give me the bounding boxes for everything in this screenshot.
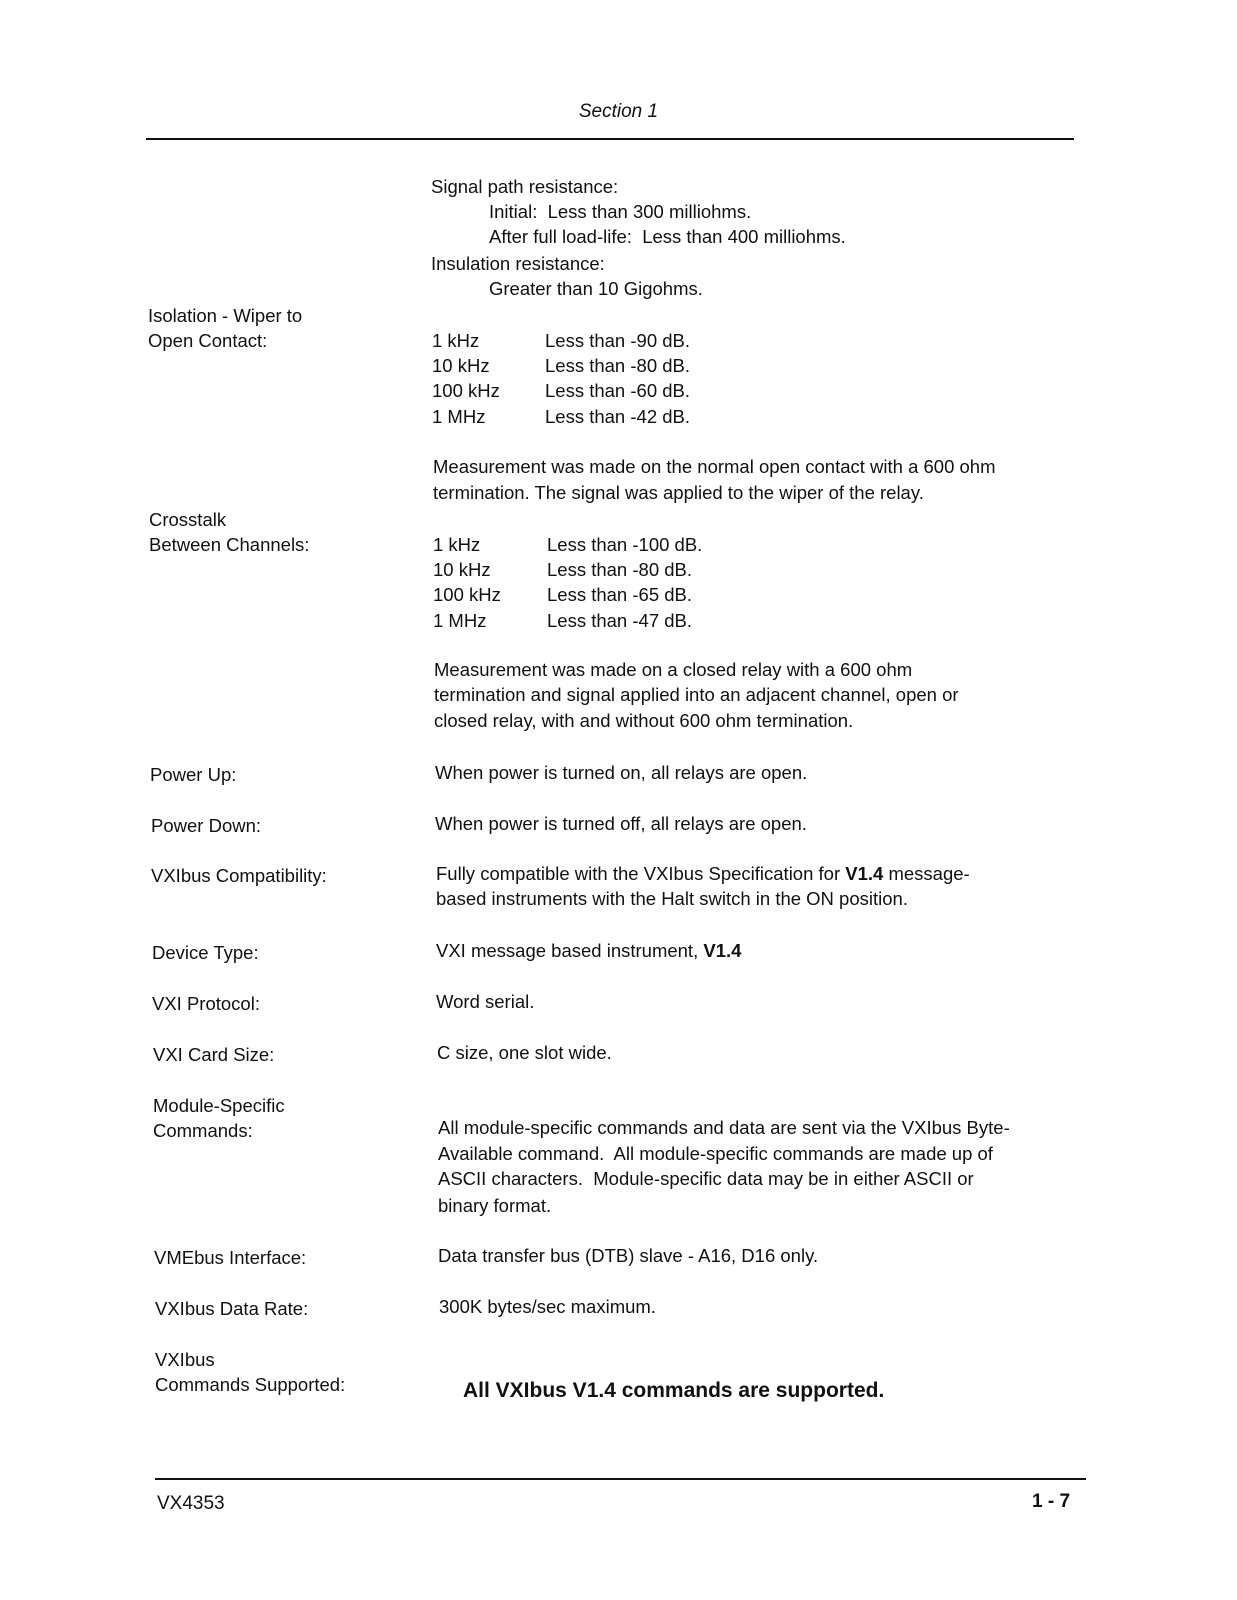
isolation-note-2: termination. The signal was applied to the wiper of the relay. — [433, 482, 924, 503]
crosstalk-note-1: Measurement was made on a closed relay with a 600 ohm — [434, 659, 913, 680]
crosstalk-value: Less than -80 dB. — [547, 559, 693, 580]
crosstalk-value: Less than -65 dB. — [547, 584, 693, 605]
isolation-freq: 100 kHz — [432, 380, 500, 401]
section-header: Section 1 — [578, 101, 659, 122]
module-cmds-line-2: Available command. All module-specific commands are made up of — [438, 1143, 993, 1164]
isolation-value: Less than -80 dB. — [545, 355, 691, 376]
insulation-title: Insulation resistance: — [431, 253, 605, 274]
vxibus-compat-label: VXIbus Compatibility: — [151, 865, 327, 886]
signal-path-after: After full load-life: Less than 400 milliohms. — [489, 226, 846, 247]
crosstalk-freq: 1 kHz — [433, 534, 481, 555]
crosstalk-note-2: termination and signal applied into an adjacent channel, open or — [434, 684, 959, 705]
power-down-value: When power is turned off, all relays are open. — [435, 813, 807, 834]
crosstalk-value: Less than -47 dB. — [547, 610, 693, 631]
header-rule — [146, 138, 1074, 140]
power-down-label: Power Down: — [151, 815, 262, 836]
crosstalk-label-1: Crosstalk — [149, 509, 227, 530]
module-cmds-label-2: Commands: — [153, 1120, 253, 1141]
protocol-value: Word serial. — [436, 991, 535, 1012]
footer-page-number: 1 - 7 — [1032, 1491, 1071, 1512]
vxibus-compat-text-c: message- — [883, 863, 970, 884]
supported-label-2: Commands Supported: — [155, 1374, 346, 1395]
isolation-label-1: Isolation - Wiper to — [148, 305, 303, 326]
card-size-label: VXI Card Size: — [153, 1044, 275, 1065]
crosstalk-value: Less than -100 dB. — [547, 534, 703, 555]
module-cmds-label-1: Module-Specific — [153, 1095, 285, 1116]
crosstalk-label-2: Between Channels: — [149, 534, 310, 555]
isolation-freq: 10 kHz — [432, 355, 490, 376]
vxibus-compat-line-1 — [436, 865, 970, 884]
isolation-label-2: Open Contact: — [148, 330, 268, 351]
vxibus-compat-text-a: Fully compatible with the VXIbus Specification for — [436, 863, 846, 884]
signal-path-title: Signal path resistance: — [431, 176, 619, 197]
module-cmds-line-3: ASCII characters. Module-specific data may be in either ASCII or — [438, 1168, 974, 1189]
crosstalk-note-3: closed relay, with and without 600 ohm termination. — [434, 710, 854, 731]
crosstalk-freq: 1 MHz — [433, 610, 487, 631]
power-up-value: When power is turned on, all relays are open. — [435, 762, 808, 783]
footer-model: VX4353 — [157, 1493, 225, 1514]
crosstalk-freq: 100 kHz — [433, 584, 501, 605]
footer-rule — [155, 1478, 1086, 1480]
data-rate-value: 300K bytes/sec maximum. — [439, 1296, 656, 1317]
isolation-value: Less than -90 dB. — [545, 330, 691, 351]
vxibus-compat-version: V1.4 — [845, 863, 884, 884]
vxibus-compat-line-2: based instruments with the Halt switch in the ON position. — [436, 888, 908, 909]
supported-value: All VXIbus V1.4 commands are supported. — [463, 1379, 885, 1402]
device-type-value — [436, 942, 741, 961]
module-cmds-line-4: binary format. — [438, 1195, 552, 1216]
vmebus-label: VMEbus Interface: — [154, 1247, 307, 1268]
isolation-value: Less than -60 dB. — [545, 380, 691, 401]
insulation-value: Greater than 10 Gigohms. — [489, 278, 703, 299]
isolation-note-1: Measurement was made on the normal open contact with a 600 ohm — [433, 456, 996, 477]
isolation-freq: 1 kHz — [432, 330, 480, 351]
protocol-label: VXI Protocol: — [152, 993, 260, 1014]
module-cmds-line-1: All module-specific commands and data are sent via the VXIbus Byte- — [438, 1117, 1010, 1138]
device-type-text: VXI message based instrument, — [436, 940, 704, 961]
data-rate-label: VXIbus Data Rate: — [155, 1298, 309, 1319]
device-type-version: V1.4 — [703, 940, 742, 961]
isolation-freq: 1 MHz — [432, 406, 486, 427]
device-type-label: Device Type: — [152, 942, 259, 963]
signal-path-initial: Initial: Less than 300 milliohms. — [489, 201, 752, 222]
crosstalk-freq: 10 kHz — [433, 559, 491, 580]
isolation-value: Less than -42 dB. — [545, 406, 691, 427]
supported-label-1: VXIbus — [155, 1349, 215, 1370]
power-up-label: Power Up: — [150, 764, 237, 785]
vmebus-value: Data transfer bus (DTB) slave - A16, D16 only. — [438, 1245, 819, 1266]
card-size-value: C size, one slot wide. — [437, 1042, 612, 1063]
